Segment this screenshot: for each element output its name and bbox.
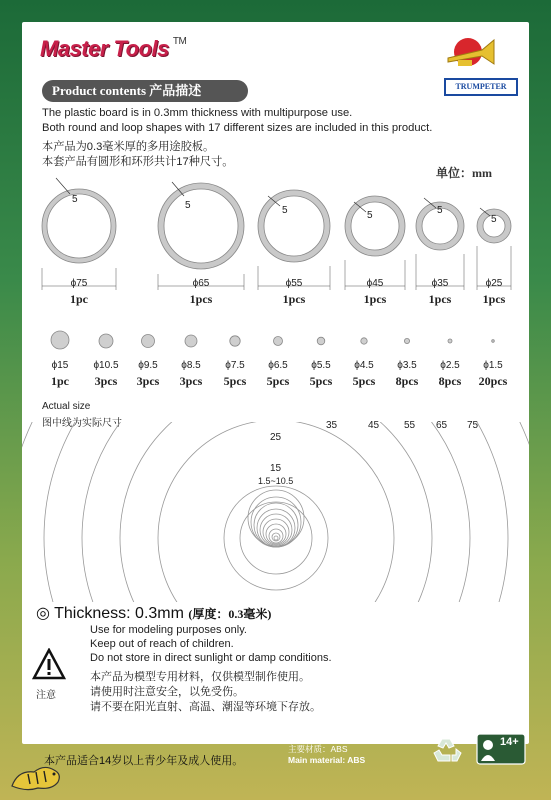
ring-45 (345, 196, 405, 256)
thickness-label: ◎ Thickness: 0.3mm (厚度：0.3毫米) (36, 605, 272, 622)
age-notice-cn: 本产品适合14岁以上青少年及成人使用。 (44, 755, 244, 767)
ring-75 (42, 189, 116, 263)
brand-logo: Master Tools ™ (40, 36, 187, 61)
ring-width-label: 5 (437, 205, 443, 216)
disc-1.5 (492, 340, 495, 343)
actual-size-dim-label: 1.5~10.5 (258, 476, 294, 486)
trumpeter-label: TRUMPETER (444, 78, 518, 96)
disc-qty-label: 3pcs (136, 374, 160, 388)
disc-qty-label: 8pcs (438, 374, 462, 388)
actual-size-dim-label: 25 (270, 432, 282, 443)
ring-width-label: 5 (491, 214, 497, 225)
ring-width-label: 5 (282, 205, 288, 216)
age-badge-label: 14+ (500, 736, 519, 748)
description-line: Both round and loop shapes with 17 different sizes are included in this product. (42, 122, 433, 134)
disc-size-label: ϕ10.5 (93, 360, 119, 371)
disc-qty-label: 20pcs (478, 374, 508, 388)
ring-size-label: ϕ35 (431, 278, 449, 289)
disc-6.5 (274, 337, 283, 346)
disc-size-label: ϕ4.5 (354, 360, 374, 371)
spec-standard: 执行标准：QB/T 2862-2007 (288, 732, 394, 742)
disc-qty-label: 5pcs (309, 374, 333, 388)
ring-qty-label: 1pcs (428, 292, 452, 306)
disc-size-label: ϕ15 (51, 360, 69, 371)
ring-55 (258, 190, 330, 262)
section-title: Product contents 产品描述 (42, 80, 248, 102)
ring-width-label: 5 (185, 200, 191, 211)
actual-size-label-cn: 图中线为实际尺寸 (42, 418, 122, 429)
ring-size-label: ϕ75 (70, 278, 88, 289)
disc-qty-label: 3pcs (94, 374, 118, 388)
description-line: 本套产品有圆形和环形共计17种尺寸。 (42, 156, 234, 168)
disc-size-label: ϕ7.5 (225, 360, 245, 371)
ring-qty-label: 1pcs (482, 292, 506, 306)
recycle-icon (430, 735, 464, 767)
ring-width-label: 5 (72, 194, 78, 205)
unit-label: 单位：mm (436, 166, 492, 180)
ring-diagram (0, 0, 551, 300)
ring-qty-label: 1pc (70, 292, 88, 306)
disc-4.5 (361, 338, 367, 344)
disc-2.5 (448, 339, 452, 343)
spec-material-cn: 主要材质：ABS (288, 744, 348, 754)
disc-5.5 (317, 337, 325, 345)
disc-qty-label: 3pcs (179, 374, 203, 388)
ring-qty-label: 1pcs (363, 292, 387, 306)
warning-line: Use for modeling purposes only. (90, 624, 247, 636)
actual-size-dim-label: 65 (436, 420, 448, 431)
disc-qty-label: 5pcs (266, 374, 290, 388)
warning-label: 注意 (36, 690, 56, 701)
disc-size-label: ϕ3.5 (397, 360, 417, 371)
warning-line: 请不要在阳光直射、高温、潮湿等环境下存放。 (90, 701, 321, 713)
spec-material: Main material: ABS (288, 755, 366, 765)
disc-size-label: ϕ1.5 (483, 360, 503, 371)
disc-15 (51, 331, 69, 349)
description-line: 本产品为0.3毫米厚的多用途胶板。 (42, 141, 215, 153)
warning-line: 请使用时注意安全，以免受伤。 (90, 686, 244, 698)
disc-size-label: ϕ6.5 (268, 360, 288, 371)
warning-icon (32, 648, 66, 680)
disc-qty-label: 5pcs (352, 374, 376, 388)
disc-row (0, 320, 551, 360)
ring-size-label: ϕ25 (485, 278, 503, 289)
actual-size-diagram (22, 422, 529, 602)
disc-qty-label: 1pc (51, 374, 69, 388)
actual-size-dim-label: 55 (404, 420, 416, 431)
actual-size-dim-label: 45 (368, 420, 380, 431)
ring-size-label: ϕ65 (192, 278, 210, 289)
ring-size-label: ϕ55 (285, 278, 303, 289)
disc-8.5 (185, 335, 197, 347)
disc-10.5 (99, 334, 113, 348)
warning-line: Do not store in direct sunlight or damp conditions. (90, 652, 332, 664)
actual-size-dim-label: 15 (270, 463, 282, 474)
actual-size-dim-label: 75 (467, 420, 479, 431)
actual-size-dim-label: 35 (326, 420, 338, 431)
ring-size-label: ϕ45 (366, 278, 384, 289)
ring-width-label: 5 (367, 210, 373, 221)
tiger-logo-icon (8, 756, 64, 796)
ring-65 (158, 183, 244, 269)
disc-size-label: ϕ2.5 (440, 360, 460, 371)
disc-qty-label: 5pcs (223, 374, 247, 388)
disc-size-label: ϕ5.5 (311, 360, 331, 371)
warning-line: Keep out of reach of children. (90, 638, 234, 650)
disc-qty-label: 8pcs (395, 374, 419, 388)
warning-line: 本产品为模型专用材料，仅供模型制作使用。 (90, 671, 310, 683)
ring-qty-label: 1pcs (282, 292, 306, 306)
disc-7.5 (230, 336, 240, 346)
ring-qty-label: 1pcs (189, 292, 213, 306)
disc-size-label: ϕ9.5 (138, 360, 158, 371)
age-notice: This product is suitable for ages over 14 only. (26, 730, 255, 744)
disc-size-label: ϕ8.5 (181, 360, 201, 371)
description-line: The plastic board is in 0.3mm thickness with multipurpose use. (42, 107, 353, 119)
actual-size-label: Actual size (42, 401, 91, 412)
disc-9.5 (142, 335, 155, 348)
disc-3.5 (404, 338, 409, 343)
